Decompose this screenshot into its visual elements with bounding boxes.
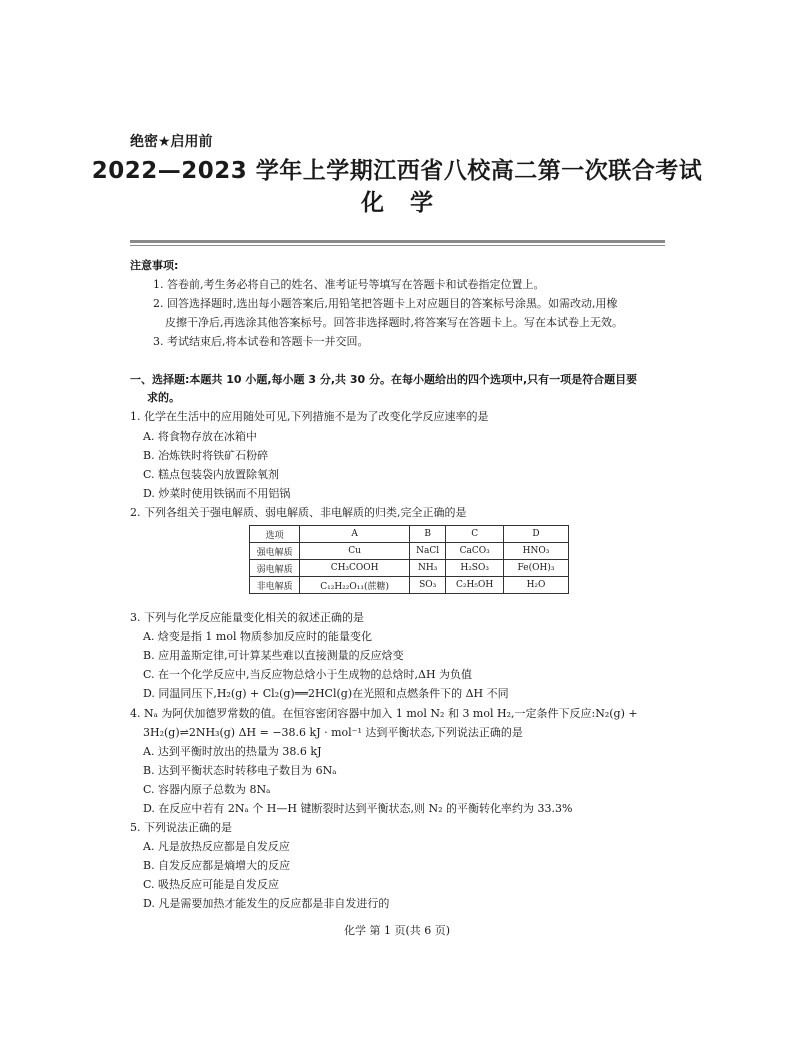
question-option: C. 糕点包装袋内放置除氧剂 — [143, 468, 280, 481]
question-option: B. 应用盖斯定律,可计算某些难以直接测量的反应焓变 — [143, 649, 404, 662]
table-cell: SO₃ — [410, 577, 446, 594]
table-cell: 强电解质 — [250, 543, 300, 560]
header-rule-thin — [130, 245, 665, 246]
table-cell: A — [300, 526, 410, 543]
question-option: D. 在反应中若有 2Nₐ 个 H—H 键断裂时达到平衡状态,则 N₂ 的平衡转化率约为 33.3% — [143, 802, 573, 815]
table-cell: C₁₂H₂₂O₁₁(蔗糖) — [300, 577, 410, 594]
notice-heading: 注意事项: — [130, 259, 179, 272]
question-option: A. 将食物存放在冰箱中 — [143, 430, 257, 443]
notice-item: 皮擦干净后,再选涂其他答案标号。回答非选择题时,将答案写在答题卡上。写在本试卷上无效。 — [165, 316, 623, 329]
header-rule-thick — [130, 240, 665, 243]
table-cell: CH₃COOH — [300, 560, 410, 577]
table-cell: 弱电解质 — [250, 560, 300, 577]
question-option: A. 达到平衡时放出的热量为 38.6 kJ — [143, 745, 322, 758]
question-option: D. 凡是需要加热才能发生的反应都是非自发进行的 — [143, 897, 390, 910]
question-option: D. 炒菜时使用铁锅而不用铝锅 — [143, 487, 291, 500]
question-stem: 2. 下列各组关于强电解质、弱电解质、非电解质的归类,完全正确的是 — [130, 506, 467, 519]
table-cell: 非电解质 — [250, 577, 300, 594]
table-cell: C — [446, 526, 504, 543]
table-row — [250, 560, 569, 577]
table-cell: NaCl — [410, 543, 446, 560]
table-cell: Fe(OH)₃ — [503, 560, 568, 577]
section-heading-cont: 求的。 — [147, 391, 180, 404]
section-heading: 一、选择题:本题共 10 小题,每小题 3 分,共 30 分。在每小题给出的四个选项中,只有一项是符合题目要 — [130, 373, 638, 386]
question-stem: 5. 下列说法正确的是 — [130, 821, 232, 834]
page-footer: 化学 第 1 页(共 6 页) — [343, 924, 451, 937]
table-cell: H₂SO₃ — [446, 560, 504, 577]
exam-title: 2022—2023 学年上学期江西省八校高二第一次联合考试 — [91, 158, 703, 184]
question-option: C. 吸热反应可能是自发反应 — [143, 878, 280, 891]
question-option: A. 凡是放热反应都是自发反应 — [143, 840, 290, 853]
subject-title: 化学 — [361, 190, 459, 216]
table-cell: Cu — [300, 543, 410, 560]
question-stem-cont: 3H₂(g)⇌2NH₃(g) ΔH = −38.6 kJ · mol⁻¹ 达到平衡状态,下列说法正确的是 — [143, 726, 523, 739]
question-option: C. 容器内原子总数为 8Nₐ — [143, 783, 271, 796]
table-cell: H₂O — [503, 577, 568, 594]
table-cell: D — [503, 526, 568, 543]
notice-item: 1. 答卷前,考生务必将自己的姓名、准考证号等填写在答题卡和试卷指定位置上。 — [153, 278, 545, 291]
electrolyte-table — [249, 525, 569, 594]
table-cell: CaCO₃ — [446, 543, 504, 560]
question-option: B. 达到平衡状态时转移电子数目为 6Nₐ — [143, 764, 337, 777]
notice-item: 2. 回答选择题时,选出每小题答案后,用铅笔把答题卡上对应题目的答案标号涂黑。如需改动,用橡 — [153, 297, 618, 310]
question-option: B. 冶炼铁时将铁矿石粉碎 — [143, 449, 269, 462]
table-row — [250, 543, 569, 560]
question-option: A. 焓变是指 1 mol 物质参加反应时的能量变化 — [143, 630, 372, 643]
question-option: B. 自发反应都是熵增大的反应 — [143, 859, 291, 872]
question-stem: 3. 下列与化学反应能量变化相关的叙述正确的是 — [130, 611, 364, 624]
table-header-row — [250, 526, 569, 543]
question-stem: 4. Nₐ 为阿伏加德罗常数的值。在恒容密闭容器中加入 1 mol N₂ 和 3 mol H₂,一定条件下反应:N₂(g) + — [130, 707, 638, 720]
table-cell: HNO₃ — [503, 543, 568, 560]
question-stem: 1. 化学在生活中的应用随处可见,下列措施不是为了改变化学反应速率的是 — [130, 410, 489, 423]
table-cell: 选项 — [250, 526, 300, 543]
table-row — [250, 577, 569, 594]
table-cell: NH₃ — [410, 560, 446, 577]
table-cell: B — [410, 526, 446, 543]
question-option: C. 在一个化学反应中,当反应物总焓小于生成物的总焓时,ΔH 为负值 — [143, 668, 473, 681]
question-option: D. 同温同压下,H₂(g) + Cl₂(g)══2HCl(g)在光照和点燃条件下的 ΔH 不同 — [143, 687, 509, 700]
secret-label: 绝密★启用前 — [130, 134, 213, 150]
notice-item: 3. 考试结束后,将本试卷和答题卡一并交回。 — [153, 335, 369, 348]
table-cell: C₂H₅OH — [446, 577, 504, 594]
